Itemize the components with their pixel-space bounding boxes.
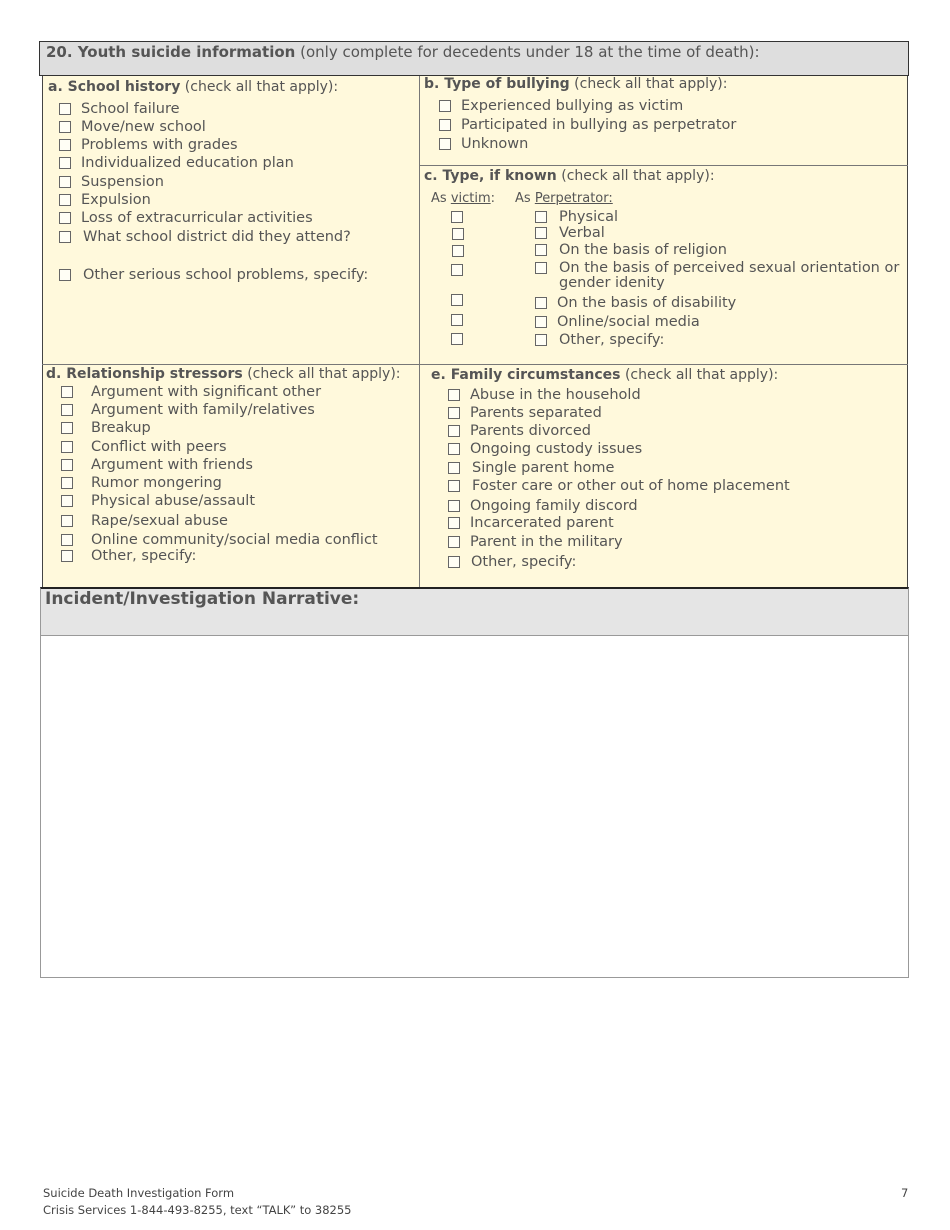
parents-divorced-option[interactable]: Parents divorced bbox=[448, 423, 591, 439]
custody-issues-option[interactable]: Ongoing custody issues bbox=[448, 441, 642, 457]
narrative-header bbox=[40, 587, 909, 636]
perp-verbal-option[interactable]: Verbal bbox=[535, 225, 605, 241]
perpetrator-column-label: As Perpetrator: bbox=[515, 191, 613, 206]
bullying-perpetrator-option[interactable]: Participated in bullying as perpetrator bbox=[439, 117, 736, 133]
family-heading: e. Family circumstances (check all that apply): bbox=[431, 367, 779, 383]
checkbox[interactable] bbox=[59, 212, 71, 224]
checkbox[interactable] bbox=[59, 194, 71, 206]
perp-sexual-orientation-continued: gender idenity bbox=[559, 275, 665, 291]
checkbox[interactable] bbox=[61, 477, 73, 489]
argument-family-option[interactable]: Argument with family/relatives bbox=[61, 402, 315, 418]
conflict-peers-option[interactable]: Conflict with peers bbox=[61, 439, 227, 455]
checkbox[interactable] bbox=[61, 550, 73, 562]
school-history-heading: a. School history (check all that apply): bbox=[48, 79, 339, 95]
victim-online-checkbox[interactable] bbox=[451, 314, 463, 326]
narrative-text-area[interactable] bbox=[40, 636, 909, 978]
checkbox[interactable] bbox=[59, 157, 71, 169]
parent-military-option[interactable]: Parent in the military bbox=[448, 534, 623, 550]
perp-other-option[interactable]: Other, specify: bbox=[535, 332, 664, 348]
bullying-type-heading: b. Type of bullying (check all that apply): bbox=[424, 76, 728, 92]
grid-divider-middle bbox=[42, 364, 908, 365]
grid-divider-bc bbox=[419, 165, 908, 166]
iep-option[interactable]: Individualized education plan bbox=[59, 155, 294, 171]
checkbox[interactable] bbox=[61, 459, 73, 471]
checkbox[interactable] bbox=[448, 462, 460, 474]
checkbox[interactable] bbox=[439, 119, 451, 131]
victim-other-checkbox[interactable] bbox=[451, 333, 463, 345]
checkbox[interactable] bbox=[448, 425, 460, 437]
checkbox[interactable] bbox=[448, 500, 460, 512]
checkbox[interactable] bbox=[59, 139, 71, 151]
perp-online-option[interactable]: Online/social media bbox=[535, 314, 700, 330]
argument-significant-other-option[interactable]: Argument with significant other bbox=[61, 384, 321, 400]
section-20-note: (only complete for decedents under 18 at the time of death): bbox=[300, 43, 760, 61]
checkbox[interactable] bbox=[448, 443, 460, 455]
checkbox[interactable] bbox=[448, 517, 460, 529]
checkbox[interactable] bbox=[61, 386, 73, 398]
physical-abuse-option[interactable]: Physical abuse/assault bbox=[61, 493, 255, 509]
single-parent-option[interactable]: Single parent home bbox=[448, 460, 614, 476]
checkbox[interactable] bbox=[59, 103, 71, 115]
perp-religion-option[interactable]: On the basis of religion bbox=[535, 242, 727, 258]
checkbox[interactable] bbox=[448, 389, 460, 401]
footer-crisis-services: Crisis Services 1-844-493-8255, text “TALK” to 38255 bbox=[43, 1203, 352, 1217]
move-new-school-option[interactable]: Move/new school bbox=[59, 119, 206, 135]
victim-physical-checkbox[interactable] bbox=[451, 211, 463, 223]
checkbox[interactable] bbox=[535, 316, 547, 328]
checkbox[interactable] bbox=[59, 269, 71, 281]
checkbox[interactable] bbox=[61, 515, 73, 527]
victim-sexual-orientation-checkbox[interactable] bbox=[451, 264, 463, 276]
expulsion-option[interactable]: Expulsion bbox=[59, 192, 151, 208]
grid-vertical-divider bbox=[419, 76, 420, 587]
rumor-mongering-option[interactable]: Rumor mongering bbox=[61, 475, 222, 491]
checkbox[interactable] bbox=[535, 262, 547, 274]
checkbox[interactable] bbox=[448, 536, 460, 548]
checkbox[interactable] bbox=[59, 231, 71, 243]
narrative-title: Incident/Investigation Narrative: bbox=[45, 589, 360, 609]
checkbox[interactable] bbox=[61, 495, 73, 507]
relationship-other-option[interactable]: Other, specify: bbox=[61, 548, 196, 564]
bullying-victim-option[interactable]: Experienced bullying as victim bbox=[439, 98, 683, 114]
foster-care-option[interactable]: Foster care or other out of home placement bbox=[448, 478, 790, 494]
family-discord-option[interactable]: Ongoing family discord bbox=[448, 498, 638, 514]
checkbox[interactable] bbox=[448, 556, 460, 568]
checkbox[interactable] bbox=[448, 480, 460, 492]
checkbox[interactable] bbox=[535, 244, 547, 256]
argument-friends-option[interactable]: Argument with friends bbox=[61, 457, 253, 473]
checkbox[interactable] bbox=[59, 121, 71, 133]
checkbox[interactable] bbox=[535, 297, 547, 309]
page-number: 7 bbox=[901, 1186, 909, 1200]
school-district-option[interactable]: What school district did they attend? bbox=[59, 229, 351, 245]
checkbox[interactable] bbox=[439, 138, 451, 150]
checkbox[interactable] bbox=[61, 534, 73, 546]
section-20-title: 20. Youth suicide information bbox=[46, 43, 296, 61]
suspension-option[interactable]: Suspension bbox=[59, 174, 164, 190]
checkbox[interactable] bbox=[535, 227, 547, 239]
online-conflict-option[interactable]: Online community/social media conflict bbox=[61, 532, 378, 548]
checkbox[interactable] bbox=[439, 100, 451, 112]
perp-physical-option[interactable]: Physical bbox=[535, 209, 618, 225]
other-school-problems-option[interactable]: Other serious school problems, specify: bbox=[59, 267, 368, 283]
abuse-household-option[interactable]: Abuse in the household bbox=[448, 387, 641, 403]
checkbox[interactable] bbox=[535, 334, 547, 346]
problems-with-grades-option[interactable]: Problems with grades bbox=[59, 137, 238, 153]
victim-column-label: As victim: bbox=[431, 191, 496, 206]
section-20-header bbox=[39, 41, 909, 76]
breakup-option[interactable]: Breakup bbox=[61, 420, 151, 436]
relationship-heading: d. Relationship stressors (check all that apply): bbox=[46, 366, 401, 382]
checkbox[interactable] bbox=[61, 441, 73, 453]
checkbox[interactable] bbox=[535, 211, 547, 223]
parents-separated-option[interactable]: Parents separated bbox=[448, 405, 602, 421]
checkbox[interactable] bbox=[61, 404, 73, 416]
victim-religion-checkbox[interactable] bbox=[452, 245, 464, 257]
checkbox[interactable] bbox=[61, 422, 73, 434]
footer-form-name: Suicide Death Investigation Form bbox=[43, 1186, 235, 1200]
checkbox[interactable] bbox=[59, 176, 71, 188]
perp-disability-option[interactable]: On the basis of disability bbox=[535, 295, 736, 311]
incarcerated-parent-option[interactable]: Incarcerated parent bbox=[448, 515, 614, 531]
perp-sexual-orientation-option[interactable]: On the basis of perceived sexual orientation or bbox=[535, 260, 899, 276]
checkbox[interactable] bbox=[448, 407, 460, 419]
loss-extracurricular-option[interactable]: Loss of extracurricular activities bbox=[59, 210, 313, 226]
type-known-heading: c. Type, if known (check all that apply): bbox=[424, 168, 715, 184]
victim-verbal-checkbox[interactable] bbox=[452, 228, 464, 240]
rape-sexual-abuse-option[interactable]: Rape/sexual abuse bbox=[61, 513, 228, 529]
bullying-unknown-option[interactable]: Unknown bbox=[439, 136, 528, 152]
school-failure-option[interactable]: School failure bbox=[59, 101, 180, 117]
victim-disability-checkbox[interactable] bbox=[451, 294, 463, 306]
family-other-option[interactable]: Other, specify: bbox=[448, 554, 576, 570]
